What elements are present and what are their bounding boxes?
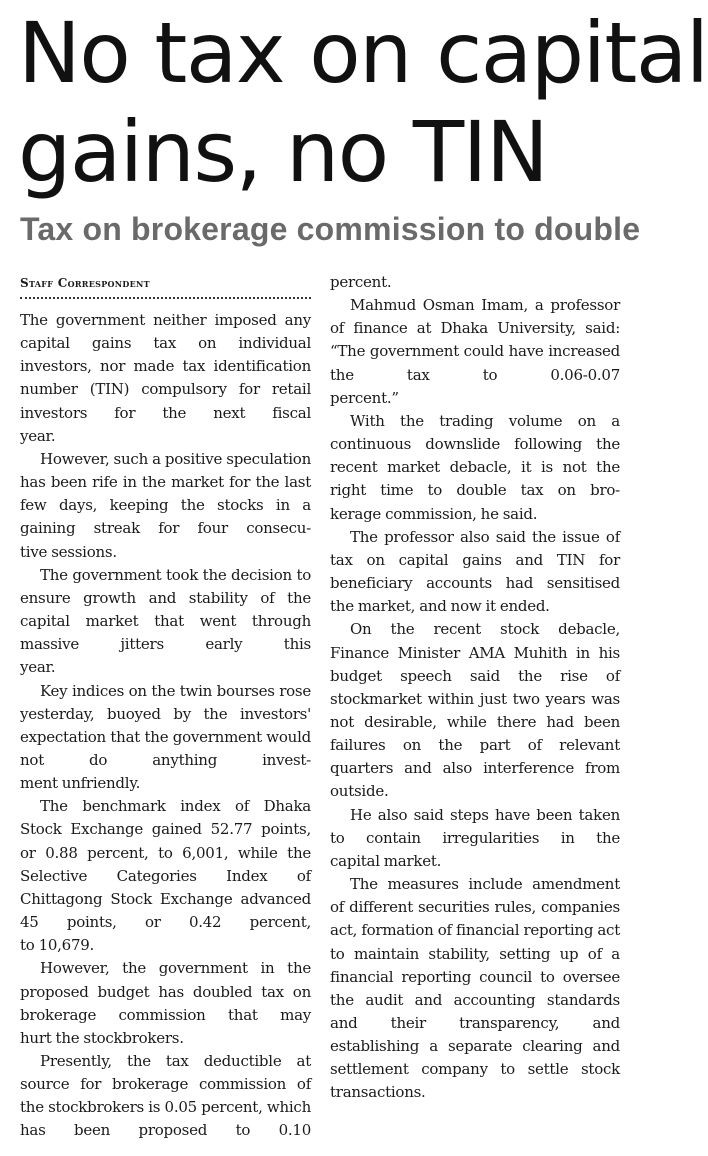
paragraph-text: The benchmark index of Dhaka Stock Exchange gained 52.77 points, or 0.88 percent, to 6,001, while the Selective Categories Index of Chittagong Stock Exchange advanced 45 points, or 0.42 percent, [20, 797, 311, 932]
paragraph [20, 448, 311, 564]
headline [18, 4, 708, 202]
paragraph-text: The professor also said the issue of tax on capital gains and TIN for beneficiary accounts had sensitised [330, 527, 620, 593]
paragraph-text: The government neither imposed any capital gains tax on individual investors, nor made tax identification number (TIN) compulsory for retail investors for the next fiscal [20, 311, 311, 422]
paragraph-last-line: capital market. [330, 851, 442, 870]
paragraph-last-line: transactions. [330, 1083, 426, 1102]
paragraph [330, 618, 620, 803]
paragraph [20, 564, 311, 680]
paragraph-text: However, such a positive speculation has been rife in the market for the last few days, keeping the stocks in a gaining streak for four consecu- [20, 449, 311, 538]
paragraph-text: Key indices on the twin bourses rose yesterday, buoyed by the investors' expectation that the government would not do anything invest- [20, 681, 311, 769]
paragraph [330, 410, 620, 526]
paragraph-continuation [330, 271, 620, 294]
paragraph-text: Mahmud Osman Imam, a professor of finance at Dhaka University, said: “The government could have increased the tax to 0.06-0.07 [330, 296, 620, 384]
paragraph [20, 957, 311, 1050]
paragraph-last-line: tive sessions. [20, 542, 117, 561]
paragraph-text: He also said steps have been taken to contain irregularities in the [330, 805, 620, 847]
paragraph-last-line: the market, and now it ended. [330, 597, 550, 616]
paragraph-text: The government took the decision to ensure growth and stability of the capital market that went through massive jitters early this [20, 565, 311, 654]
paragraph-last-line: hurt the stockbrokers. [20, 1028, 184, 1047]
paragraph [20, 1050, 311, 1143]
paragraph-last-line: percent. [330, 273, 392, 291]
paragraph [330, 804, 620, 873]
paragraph [20, 309, 311, 448]
paragraph [20, 795, 311, 957]
subheadline: Tax on brokerage commission to double [20, 211, 641, 247]
paragraph-text: However, the government in the proposed budget has doubled tax on brokerage commission that may [20, 959, 311, 1024]
right-column [330, 271, 620, 1105]
paragraph-last-line: to 10,679. [20, 936, 95, 955]
paragraph-text: Presently, the tax deductible at source for brokerage commission of the stockbrokers is 0.05 percent, which has been proposed to 0.10 [20, 1052, 311, 1140]
dotted-divider [20, 297, 311, 299]
paragraph-text: The measures include amendment of different securities rules, companies act, formation of financial reporting act to maintain stability, setting up of a financial reporting council to oversee the audit and accounting standards and their transparency, and establishing a separate clearing and settlement company to settle stock [330, 875, 620, 1079]
paragraph-text: With the trading volume on a continuous downslide following the recent market debacle, it is not the right time to double tax on bro- [330, 411, 620, 500]
headline-line-2: gains, no TIN [18, 103, 548, 201]
byline: Staff Correspondent [20, 276, 150, 290]
paragraph [330, 294, 620, 410]
paragraph-last-line: percent.” [330, 388, 399, 407]
paragraph-last-line: kerage commission, he said. [330, 504, 538, 523]
paragraph-text: On the recent stock debacle, Finance Minister AMA Muhith in his budget speech said the rise of stockmarket within just two years was not desirable, while there had been failures on the part of relevant quarters and also interference from [330, 620, 620, 778]
paragraph-last-line: year. [20, 658, 56, 677]
headline-line-1: No tax on capital [18, 4, 708, 102]
paragraph-last-line: ment unfriendly. [20, 774, 141, 793]
paragraph [330, 873, 620, 1105]
paragraph [330, 526, 620, 619]
left-column [20, 271, 311, 1143]
paragraph-last-line: year. [20, 426, 56, 445]
paragraph-last-line: outside. [330, 782, 389, 801]
paragraph [20, 680, 311, 796]
